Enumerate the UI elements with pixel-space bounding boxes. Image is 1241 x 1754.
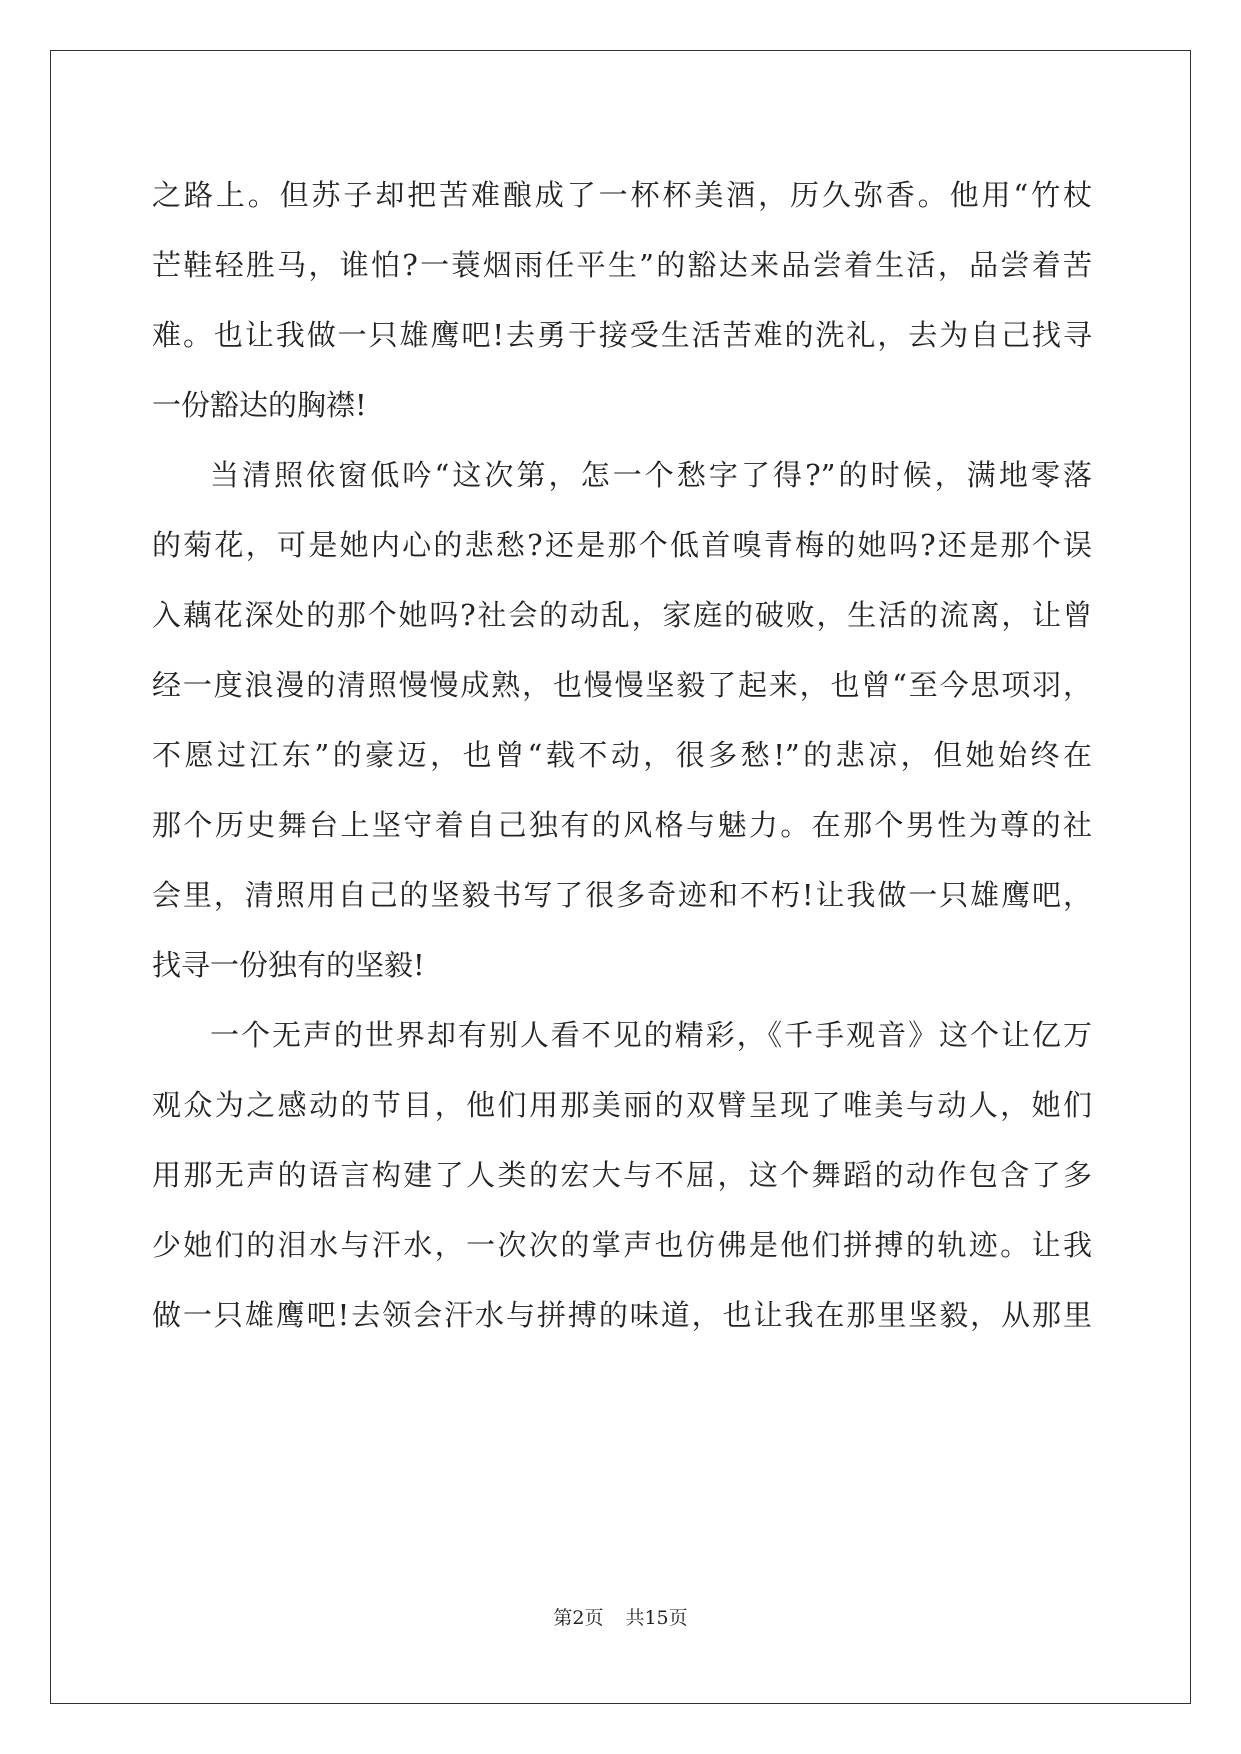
page-number: 第2页 — [553, 1607, 604, 1629]
paragraph-first-line: 一个无声的世界却有别人看不见的精彩，《千手观音》这个让亿万 — [210, 1018, 1092, 1052]
page-total: 共15页 — [625, 1607, 688, 1629]
text-line: 入藕花深处的那个她吗?社会的动乱，家庭的破败，生活的流离，让曾 — [152, 598, 1092, 632]
text-line: 会里，清照用自己的坚毅书写了很多奇迹和不朽!让我做一只雄鹰吧， — [152, 878, 1092, 912]
text-line: 那个历史舞台上坚守着自己独有的风格与魅力。在那个男性为尊的社 — [152, 808, 1092, 842]
text-line: 不愿过江东”的豪迈，也曾“载不动，很多愁!”的悲凉，但她始终在 — [152, 738, 1092, 772]
page-footer — [0, 1603, 1241, 1630]
text-line: 经一度浪漫的清照慢慢成熟，也慢慢坚毅了起来，也曾“至今思项羽， — [152, 668, 1092, 702]
text-line: 的菊花，可是她内心的悲愁?还是那个低首嗅青梅的她吗?还是那个误 — [152, 528, 1092, 562]
text-line: 少她们的泪水与汗水，一次次的掌声也仿佛是他们拼搏的轨迹。让我 — [152, 1228, 1092, 1262]
text-line: 观众为之感动的节目，他们用那美丽的双臂呈现了唯美与动人，她们 — [152, 1088, 1092, 1122]
paragraph-first-line: 当清照依窗低吟“这次第，怎一个愁字了得?”的时候，满地零落 — [210, 458, 1092, 492]
text-line: 芒鞋轻胜马，谁怕?一蓑烟雨任平生”的豁达来品尝着生活，品尝着苦 — [152, 248, 1092, 282]
text-line: 用那无声的语言构建了人类的宏大与不屈，这个舞蹈的动作包含了多 — [152, 1158, 1092, 1192]
text-line: 一份豁达的胸襟! — [152, 388, 367, 422]
text-line: 难。也让我做一只雄鹰吧!去勇于接受生活苦难的洗礼，去为自己找寻 — [152, 318, 1092, 352]
text-line: 找寻一份独有的坚毅! — [152, 948, 425, 982]
text-line: 做一只雄鹰吧!去领会汗水与拼搏的味道，也让我在那里坚毅，从那里 — [152, 1298, 1092, 1332]
text-line: 之路上。但苏子却把苦难酿成了一杯杯美酒，历久弥香。他用“竹杖 — [152, 178, 1092, 212]
